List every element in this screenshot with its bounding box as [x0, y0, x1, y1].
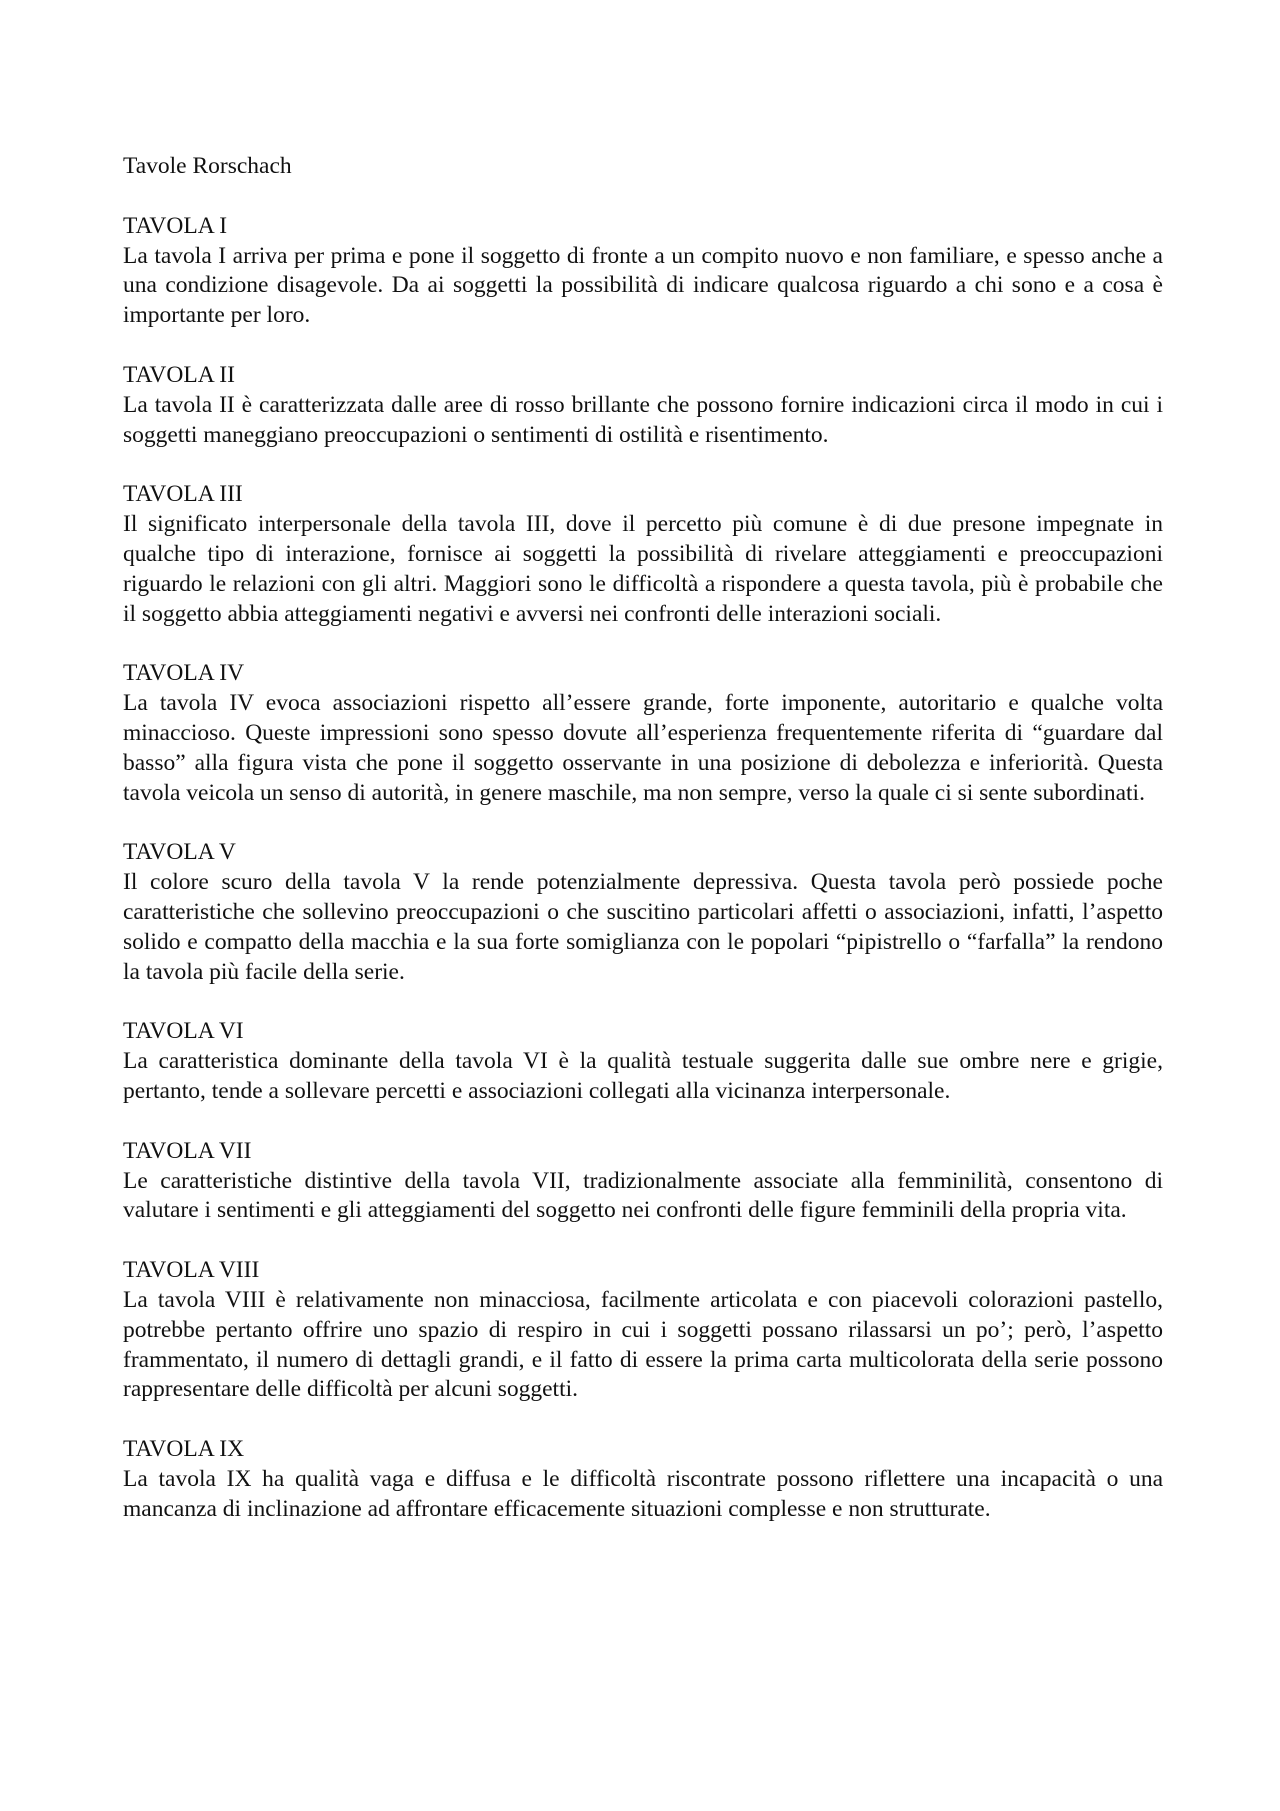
- section-tavola-2: [123, 361, 1163, 450]
- section-heading: TAVOLA II: [123, 361, 235, 388]
- document-page: [123, 152, 1163, 1554]
- section-body: La tavola IV evoca associazioni rispetto all’essere grande, forte imponente, autoritario e qualche volta minaccioso. Queste impressioni sono spesso dovute all’esperienza frequentemente riferita di “guardare dal basso” alla figura vista che pone il soggetto osservante in una posizione di debolezza e inferiorità. Questa tavola veicola un senso di autorità, in genere maschile, ma non sempre, verso la quale ci si sente subordinati.: [123, 690, 1163, 806]
- section-tavola-9: [123, 1435, 1163, 1524]
- section-body: La tavola VIII è relativamente non minacciosa, facilmente articolata e con piacevoli colorazioni pastello, potrebbe pertanto offrire uno spazio di respiro in cui i soggetti possano rilassarsi un po’; però, l’aspetto frammentato, il numero di dettagli grandi, e il fatto di essere la prima carta multicolorata della serie possono rappresentare delle difficoltà per alcuni soggetti.: [123, 1286, 1163, 1403]
- section-heading: TAVOLA IX: [123, 1436, 245, 1463]
- section-heading: TAVOLA VIII: [123, 1257, 260, 1284]
- section-tavola-6: [123, 1017, 1163, 1106]
- section-tavola-4: [123, 659, 1163, 808]
- section-body: Il significato interpersonale della tavola III, dove il percetto più comune è di due presone impegnate in qualche tipo di interazione, fornisce ai soggetti la possibilità di rivelare atteggiamenti e preoccupazioni riguardo le relazioni con gli altri. Maggiori sono le difficoltà a rispondere a questa tavola, più è probabile che il soggetto abbia atteggiamenti negativi e avversi nei confronti delle interazioni sociali.: [123, 511, 1163, 627]
- document-title: Tavole Rorschach: [123, 153, 292, 179]
- section-tavola-7: [123, 1137, 1163, 1226]
- section-heading: TAVOLA IV: [123, 660, 245, 687]
- section-body: La tavola IX ha qualità vaga e diffusa e le difficoltà riscontrate possono riflettere una incapacità o una mancanza di inclinazione ad affrontare efficacemente situazioni complesse e non strutturate.: [123, 1465, 1163, 1522]
- section-heading: TAVOLA I: [123, 212, 228, 239]
- section-tavola-3: [123, 480, 1163, 629]
- section-body: Il colore scuro della tavola V la rende potenzialmente depressiva. Questa tavola però possiede poche caratteristiche che sollevino preoccupazioni o che suscitino particolari affetti o associazioni, infatti, l’aspetto solido e compatto della macchia e la sua forte somiglianza con le popolari “pipistrello o “farfalla” la rendono la tavola più facile della serie.: [123, 869, 1163, 985]
- section-body: La tavola II è caratterizzata dalle aree di rosso brillante che possono fornire indicazioni circa il modo in cui i soggetti maneggiano preoccupazioni o sentimenti di ostilità e risentimento.: [123, 391, 1163, 448]
- section-heading: TAVOLA III: [123, 481, 243, 508]
- section-heading: TAVOLA VII: [123, 1137, 252, 1164]
- section-body: La tavola I arriva per prima e pone il soggetto di fronte a un compito nuovo e non familiare, e spesso anche a una condizione disagevole. Da ai soggetti la possibilità di indicare qualcosa riguardo a chi sono e a cosa è importante per loro.: [123, 242, 1163, 329]
- section-tavola-5: [123, 838, 1163, 987]
- section-tavola-8: [123, 1256, 1163, 1405]
- section-tavola-1: [123, 212, 1163, 331]
- section-heading: TAVOLA V: [123, 839, 236, 866]
- section-heading: TAVOLA VI: [123, 1018, 244, 1045]
- section-body: Le caratteristiche distintive della tavola VII, tradizionalmente associate alla femminilità, consentono di valutare i sentimenti e gli atteggiamenti del soggetto nei confronti delle figure femminili della propria vita.: [123, 1167, 1163, 1224]
- section-body: La caratteristica dominante della tavola VI è la qualità testuale suggerita dalle sue ombre nere e grigie, pertanto, tende a sollevare percetti e associazioni collegati alla vicinanza interpersonale.: [123, 1048, 1163, 1104]
